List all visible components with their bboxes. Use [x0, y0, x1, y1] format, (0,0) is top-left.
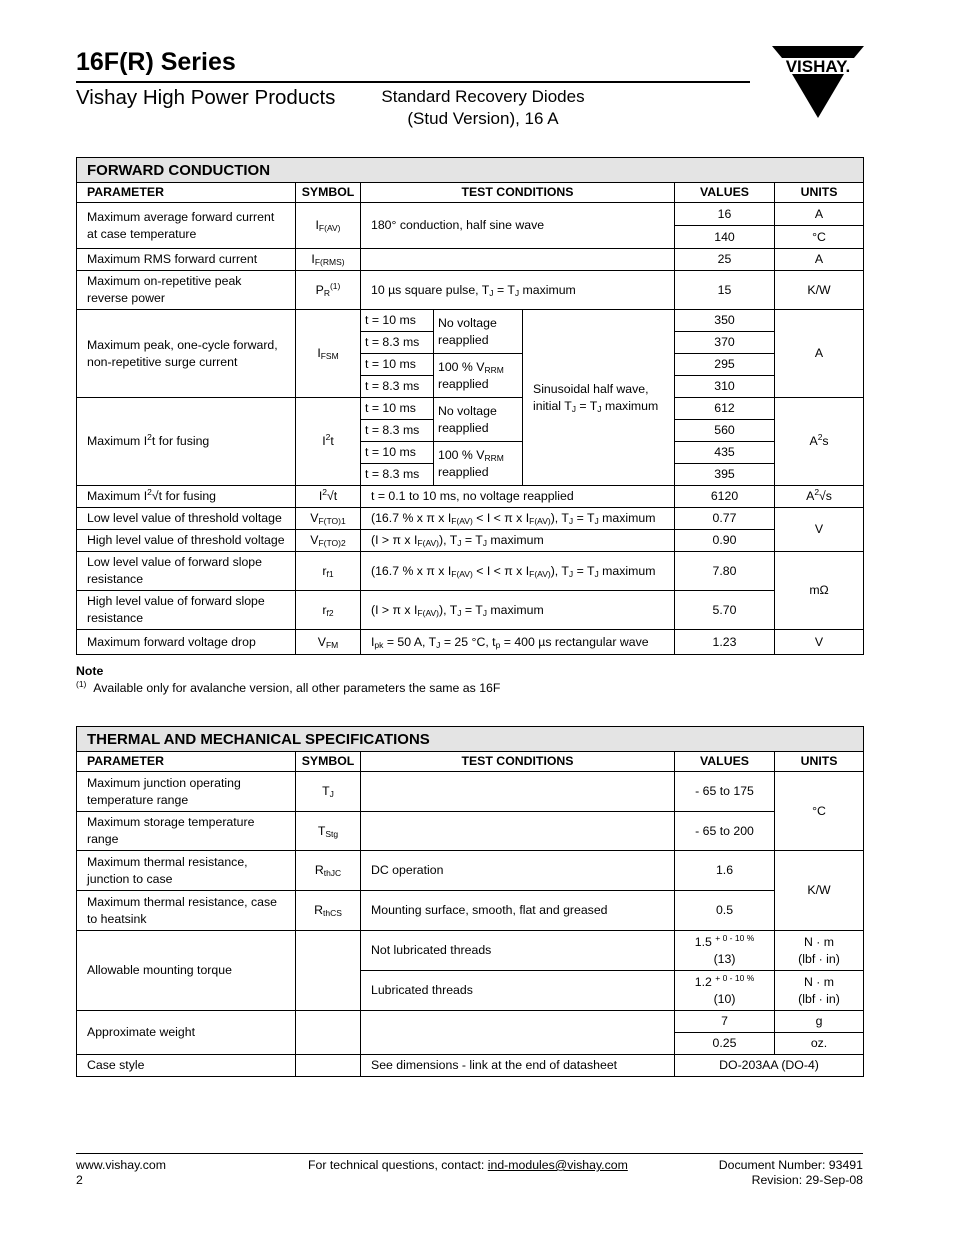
value: - 65 to 200 [675, 812, 775, 851]
value: 25 [675, 249, 775, 271]
brand-line: Vishay High Power Products [76, 86, 336, 109]
symbol: $T_{Stg}$ [296, 812, 361, 851]
contact-email-link[interactable]: ind-modules@vishay.com [487, 1158, 628, 1172]
value: 0.90 [675, 530, 775, 552]
page-title: 16F(R) Series [76, 48, 236, 76]
no-voltage-condition: No voltage reapplied [434, 398, 523, 442]
symbol: $r_{f2}$ [296, 591, 361, 630]
value: 395 [675, 464, 775, 486]
symbol [296, 1055, 361, 1077]
param-low-threshold-voltage: Low level value of threshold voltage [77, 508, 296, 530]
value: 435 [675, 442, 775, 464]
product-line: Standard Recovery Diodes (Stud Version), 16 A [381, 87, 585, 128]
condition: t = 0.1 to 10 ms, no voltage reapplied [361, 486, 675, 508]
value: 560 [675, 420, 775, 442]
vrrm-condition: 100 % $V_{RRM}$ reapplied [434, 442, 523, 486]
param-mounting-torque: Allowable mounting torque [77, 931, 296, 1011]
condition: (I > π x $I_{F(AV)}$), $T_J = T_J$ maximum [361, 591, 675, 630]
time-condition: t = 8.3 ms [361, 376, 434, 398]
col-parameter: PARAMETER [77, 183, 296, 203]
value: 1.2 $^{+ 0 - 10 \%}$ (10) [675, 971, 775, 1011]
time-condition: t = 8.3 ms [361, 464, 434, 486]
symbol [296, 931, 361, 1011]
value: 295 [675, 354, 775, 376]
value: 0.25 [675, 1033, 775, 1055]
param-forward-voltage-drop: Maximum forward voltage drop [77, 630, 296, 655]
col-units: UNITS [775, 183, 864, 203]
revision-date: Revision: 29-Sep-08 [751, 1173, 863, 1187]
unit: A [775, 310, 864, 398]
symbol: $I_{F(RMS)}$ [296, 249, 361, 271]
condition: Not lubricated threads [361, 931, 675, 971]
time-condition: t = 10 ms [361, 442, 434, 464]
thermal-mechanical-table [76, 726, 864, 1077]
param-avg-forward-current: Maximum average forward current at case temperature [77, 203, 296, 249]
param-storage-temp: Maximum storage temperature range [77, 812, 296, 851]
param-peak-reverse-power: Maximum on-repetitive peak reverse power [77, 271, 296, 310]
value: 15 [675, 271, 775, 310]
unit: $A^2s$ [775, 398, 864, 486]
param-thermal-resistance-cs: Maximum thermal resistance, case to heatsink [77, 891, 296, 931]
unit: mΩ [775, 552, 864, 630]
page-number: 2 [76, 1173, 83, 1187]
value: DO-203AA (DO-4) [675, 1055, 864, 1077]
condition: (16.7 % x π x $I_{F(AV)} < I < \pi$ x $I_{F(AV)}$), $T_J = T_J$ maximum [361, 508, 675, 530]
vishay-logo [770, 44, 866, 120]
unit: °C [775, 772, 864, 851]
col-parameter: PARAMETER [77, 752, 296, 772]
value: 16 [675, 203, 775, 226]
forward-conduction-table [76, 157, 864, 655]
unit: °C [775, 226, 864, 249]
symbol: $r_{f1}$ [296, 552, 361, 591]
unit: g [775, 1011, 864, 1033]
no-voltage-condition: No voltage reapplied [434, 310, 523, 354]
section-title: THERMAL AND MECHANICAL SPECIFICATIONS [77, 727, 864, 752]
sinusoidal-condition: Sinusoidal half wave, initial $T_J = T_J$ maximum [523, 310, 675, 486]
time-condition: t = 10 ms [361, 398, 434, 420]
symbol: $I^2t$ [296, 398, 361, 486]
unit: oz. [775, 1033, 864, 1055]
time-condition: t = 8.3 ms [361, 420, 434, 442]
unit: N · m (lbf · in) [775, 931, 864, 971]
param-high-slope-resistance: High level value of forward slope resistance [77, 591, 296, 630]
value: 0.77 [675, 508, 775, 530]
time-condition: t = 10 ms [361, 354, 434, 376]
col-test-conditions: TEST CONDITIONS [361, 183, 675, 203]
param-surge-current: Maximum peak, one-cycle forward, non-repetitive surge current [77, 310, 296, 398]
condition: 10 µs square pulse, $T_J = T_J$ maximum [361, 271, 675, 310]
condition [361, 812, 675, 851]
symbol: $R_{thJC}$ [296, 851, 361, 891]
value: 7 [675, 1011, 775, 1033]
condition: (I > π x $I_{F(AV)}$), $T_J = T_J$ maximum [361, 530, 675, 552]
footer-rule [76, 1153, 863, 1154]
value: 1.5 $^{+ 0 - 10 \%}$ (13) [675, 931, 775, 971]
param-i2sqrt-fusing: Maximum $I^2√t$ for fusing [77, 486, 296, 508]
time-condition: t = 8.3 ms [361, 332, 434, 354]
symbol: $T_J$ [296, 772, 361, 812]
condition: See dimensions - link at the end of datasheet [361, 1055, 675, 1077]
symbol: $V_{F(TO)2}$ [296, 530, 361, 552]
unit: A [775, 249, 864, 271]
header-rule [76, 81, 750, 83]
footer-left [76, 1158, 166, 1188]
unit: N · m (lbf · in) [775, 971, 864, 1011]
unit: K/W [775, 851, 864, 931]
symbol: $I_{FSM}$ [296, 310, 361, 398]
unit: A [775, 203, 864, 226]
value: 6120 [675, 486, 775, 508]
param-i2t-fusing: Maximum $I^2t$ for fusing [77, 398, 296, 486]
value: 5.70 [675, 591, 775, 630]
vrrm-condition: 100 % $V_{RRM}$ reapplied [434, 354, 523, 398]
value: 1.6 [675, 851, 775, 891]
col-units: UNITS [775, 752, 864, 772]
section-title: FORWARD CONDUCTION [77, 158, 864, 183]
note-text: $^{(1)}$ Available only for avalanche version, all other parameters the same as 16F [76, 679, 501, 695]
symbol: $R_{thCS}$ [296, 891, 361, 931]
symbol: $I^2√t$ [296, 486, 361, 508]
col-symbol: SYMBOL [296, 183, 361, 203]
unit: V [775, 508, 864, 552]
symbol: $P_R^{(1)}$ [296, 271, 361, 310]
unit: V [775, 630, 864, 655]
symbol: $I_{F(AV)}$ [296, 203, 361, 249]
value: 1.23 [675, 630, 775, 655]
value: 350 [675, 310, 775, 332]
value: 7.80 [675, 552, 775, 591]
col-values: VALUES [675, 183, 775, 203]
value: 370 [675, 332, 775, 354]
note-label: Note [76, 664, 104, 678]
website-link[interactable]: www.vishay.com [76, 1158, 166, 1172]
value: 0.5 [675, 891, 775, 931]
value: - 65 to 175 [675, 772, 775, 812]
condition [361, 772, 675, 812]
param-low-slope-resistance: Low level value of forward slope resistance [77, 552, 296, 591]
symbol: $V_{F(TO)1}$ [296, 508, 361, 530]
value: 612 [675, 398, 775, 420]
condition: $I_{pk} = 50$ A, $T_J = 25$ °C, $t_p = 400$ µs rectangular wave [361, 630, 675, 655]
condition [361, 249, 675, 271]
value: 140 [675, 226, 775, 249]
param-weight: Approximate weight [77, 1011, 296, 1055]
time-condition: t = 10 ms [361, 310, 434, 332]
param-rms-current: Maximum RMS forward current [77, 249, 296, 271]
value: 310 [675, 376, 775, 398]
condition: Lubricated threads [361, 971, 675, 1011]
col-symbol: SYMBOL [296, 752, 361, 772]
condition: Mounting surface, smooth, flat and greased [361, 891, 675, 931]
unit: K/W [775, 271, 864, 310]
condition [361, 1011, 675, 1055]
col-values: VALUES [675, 752, 775, 772]
footer-right [719, 1158, 863, 1188]
unit: $A^2√s$ [775, 486, 864, 508]
col-test-conditions: TEST CONDITIONS [361, 752, 675, 772]
condition: 180° conduction, half sine wave [361, 203, 675, 249]
condition: (16.7 % x π x $I_{F(AV)} < I < \pi$ x $I_{F(AV)}$), $T_J = T_J$ maximum [361, 552, 675, 591]
symbol: $V_{FM}$ [296, 630, 361, 655]
condition: DC operation [361, 851, 675, 891]
param-thermal-resistance-jc: Maximum thermal resistance, junction to case [77, 851, 296, 891]
param-case-style: Case style [77, 1055, 296, 1077]
svg-text:VISHAY.: VISHAY. [785, 57, 851, 76]
param-high-threshold-voltage: High level value of threshold voltage [77, 530, 296, 552]
param-junction-temp: Maximum junction operating temperature range [77, 772, 296, 812]
document-number: Document Number: 93491 [718, 1158, 863, 1172]
footer-contact: For technical questions, contact: ind-modules@vishay.com [308, 1158, 628, 1172]
symbol [296, 1011, 361, 1055]
